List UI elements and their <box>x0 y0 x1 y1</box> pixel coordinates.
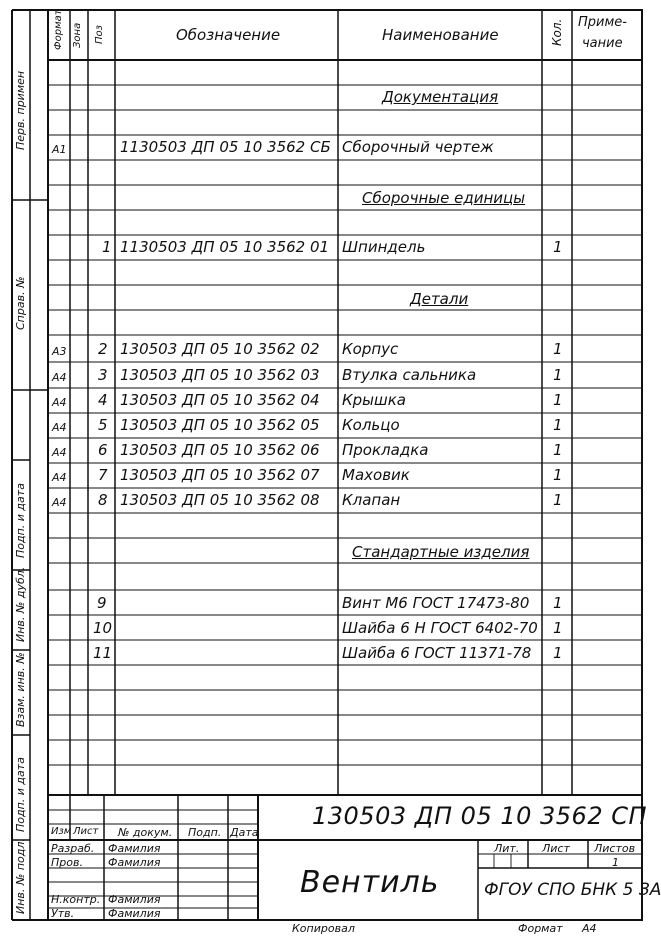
header-note-line2: чание <box>582 36 623 51</box>
row-format: A1 <box>52 143 67 156</box>
row-designation: 130503 ДП 05 10 3562 07 <box>120 466 320 484</box>
product-name: Вентиль <box>300 865 440 900</box>
organization: ФГОУ СПО БНК 5 ЗА <box>484 880 661 900</box>
row-format: A4 <box>52 396 67 409</box>
row-pos: 4 <box>98 391 108 409</box>
section-parts: Детали <box>410 290 469 308</box>
header-format: Формат <box>53 9 64 50</box>
footer-format-label: Формат <box>518 922 563 935</box>
footer-format-value: А4 <box>582 922 597 935</box>
side-label-inv-podl: Инв. № подл. <box>14 838 27 914</box>
row-designation: 130503 ДП 05 10 3562 05 <box>120 416 320 434</box>
row-pos: 1 <box>102 238 112 256</box>
row-designation: 130503 ДП 05 10 3562 06 <box>120 441 320 459</box>
row-format: A4 <box>52 446 67 459</box>
row-pos: 3 <box>98 366 108 384</box>
tb-list: Лист <box>73 826 99 837</box>
section-assembly-units: Сборочные единицы <box>362 189 526 207</box>
row-format: A4 <box>52 371 67 384</box>
section-documentation: Документация <box>382 88 499 106</box>
tb-utv: Утв. <box>51 907 75 920</box>
row-qty: 1 <box>553 238 563 256</box>
row-pos: 11 <box>93 644 113 662</box>
header-qty: Кол. <box>550 18 564 46</box>
header-name: Наименование <box>382 26 499 44</box>
footer-copied: Копировал <box>292 922 355 935</box>
row-designation: 130503 ДП 05 10 3562 03 <box>120 366 320 384</box>
tb-utv-surname: Фамилия <box>108 907 161 920</box>
row-name: Клапан <box>342 491 401 509</box>
tb-lit: Лит. <box>494 842 520 855</box>
row-pos: 10 <box>93 619 113 637</box>
row-qty: 1 <box>553 441 563 459</box>
section-standard-items: Стандартные изделия <box>352 543 530 561</box>
row-name: Винт М6 ГОСТ 17473-80 <box>342 594 530 612</box>
row-name: Прокладка <box>342 441 429 459</box>
header-zone: Зона <box>72 22 83 48</box>
tb-izm: Изм <box>51 826 72 837</box>
row-qty: 1 <box>553 594 563 612</box>
tb-n-kontr: Н.контр. <box>51 893 101 906</box>
row-qty: 1 <box>553 491 563 509</box>
tb-n-kontr-surname: Фамилия <box>108 893 161 906</box>
row-pos: 7 <box>98 466 108 484</box>
row-name: Сборочный чертеж <box>342 138 494 156</box>
header-pos: Поз <box>94 25 105 44</box>
row-name: Маховик <box>342 466 410 484</box>
tb-prov: Пров. <box>51 856 83 869</box>
side-label-inv-dubl: Инв. № дубл. <box>14 566 27 642</box>
row-format: A4 <box>52 496 67 509</box>
row-pos: 5 <box>98 416 108 434</box>
row-format: A3 <box>52 345 67 358</box>
tb-podp: Подп. <box>188 826 222 839</box>
row-qty: 1 <box>553 340 563 358</box>
row-qty: 1 <box>553 416 563 434</box>
row-name: Шайба 6 Н ГОСТ 6402-70 <box>342 619 538 637</box>
row-name: Шайба 6 ГОСТ 11371-78 <box>342 644 532 662</box>
row-qty: 1 <box>553 391 563 409</box>
side-label-sprav-no: Справ. № <box>14 276 27 330</box>
row-qty: 1 <box>553 366 563 384</box>
row-name: Крышка <box>342 391 406 409</box>
row-pos: 9 <box>97 594 107 612</box>
row-pos: 2 <box>98 340 108 358</box>
tb-razrab: Разраб. <box>51 842 95 855</box>
row-designation: 1130503 ДП 05 10 3562 01 <box>120 238 330 256</box>
row-pos: 6 <box>98 441 108 459</box>
tb-data: Дата <box>230 826 259 839</box>
tb-sheet: Лист <box>542 842 570 855</box>
doc-code: 130503 ДП 05 10 3562 СП <box>312 802 648 830</box>
row-designation: 130503 ДП 05 10 3562 02 <box>120 340 320 358</box>
row-pos: 8 <box>98 491 108 509</box>
row-qty: 1 <box>553 619 563 637</box>
tb-prov-surname: Фамилия <box>108 856 161 869</box>
row-qty: 1 <box>553 644 563 662</box>
tb-razrab-surname: Фамилия <box>108 842 161 855</box>
row-name: Втулка сальника <box>342 366 477 384</box>
row-name: Корпус <box>342 340 399 358</box>
header-designation: Обозначение <box>176 26 281 44</box>
row-name: Шпиндель <box>342 238 426 256</box>
tb-sheets-value: 1 <box>612 856 619 869</box>
row-format: A4 <box>52 421 67 434</box>
header-note-line1: Приме- <box>578 15 627 30</box>
side-label-vzam-inv: Взам. инв. № <box>14 652 27 727</box>
side-label-podp-data-2: Подп. и дата <box>14 757 27 832</box>
row-designation: 130503 ДП 05 10 3562 08 <box>120 491 320 509</box>
row-name: Кольцо <box>342 416 400 434</box>
row-designation: 130503 ДП 05 10 3562 04 <box>120 391 320 409</box>
side-label-perv-primen: Перв. примен <box>14 70 27 150</box>
row-qty: 1 <box>553 466 563 484</box>
tb-sheets: Листов <box>594 842 636 855</box>
side-label-podp-data-1: Подп. и дата <box>14 483 27 558</box>
row-format: A4 <box>52 471 67 484</box>
row-designation: 1130503 ДП 05 10 3562 СБ <box>120 138 331 156</box>
tb-doc-no: № докум. <box>118 826 173 839</box>
